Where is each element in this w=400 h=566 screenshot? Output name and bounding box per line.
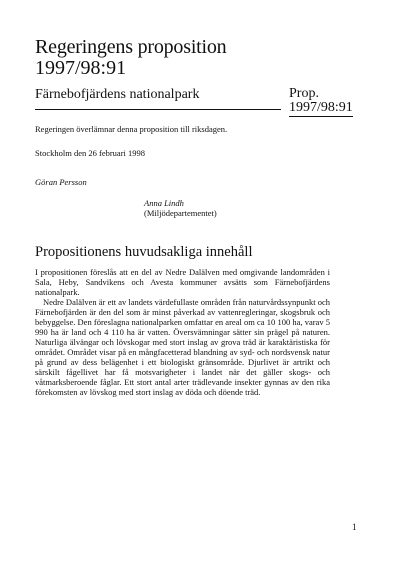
prop-number: 1997/98:91 bbox=[289, 100, 353, 115]
document-subject: Färnebofjärdens nationalpark bbox=[35, 87, 200, 102]
section-body bbox=[35, 267, 330, 397]
page-number: 1 bbox=[352, 522, 357, 532]
header-divider bbox=[35, 109, 281, 110]
intro-statement: Regeringen överlämnar denna proposition till riksdagen. bbox=[35, 124, 228, 134]
body-paragraph: I propositionen föreslås att en del av Nedre Dalälven med omgivande landområden i Sala, Heby, Sandvikens och Avesta kommuner avsätts som Färnebofjärdens nationalpark. bbox=[35, 267, 330, 297]
document-title: Regeringens proposition bbox=[35, 36, 227, 58]
section-heading: Propositionens huvudsakliga innehåll bbox=[35, 244, 253, 260]
signature-prime-minister: Göran Persson bbox=[35, 177, 87, 187]
signature-minister: Anna Lindh bbox=[144, 198, 184, 208]
signature-department: (Miljödepartementet) bbox=[144, 208, 217, 218]
place-date: Stockholm den 26 februari 1998 bbox=[35, 148, 146, 158]
prop-label: Prop. bbox=[289, 86, 319, 101]
document-number: 1997/98:91 bbox=[35, 57, 127, 79]
body-paragraph: Nedre Dalälven är ett av landets värdefullaste områden från naturvårdssynpunkt och Färnebofjärden är den del som är minst påverkad av vattenregleringar, skogsbruk och bebyggelse. Den föreslagna nationalparken omfattar en areal om ca 10 100 ha, varav 5 990 ha är land och 4 110 ha är vatten. Översvämningar sätter sin prägel på naturen. Naturliga älvängar och lövskogar med stort inslag av grova träd är karaktäristiska för området. Området visar på en mångfacetterad blandning av syd- och nordsvensk natur på grund av dess belägenhet i ett biologiskt gränsområde. Djurlivet är artrikt och särskilt fågellivet har få motsvarigheter i landet när det gäller skogs- och våtmarksberoende fåglar. Ett stort antal arter trädlevande insekter gynnas av den rika förekomsten av lövskog med stort inslag av döda och döende träd. bbox=[35, 297, 330, 397]
